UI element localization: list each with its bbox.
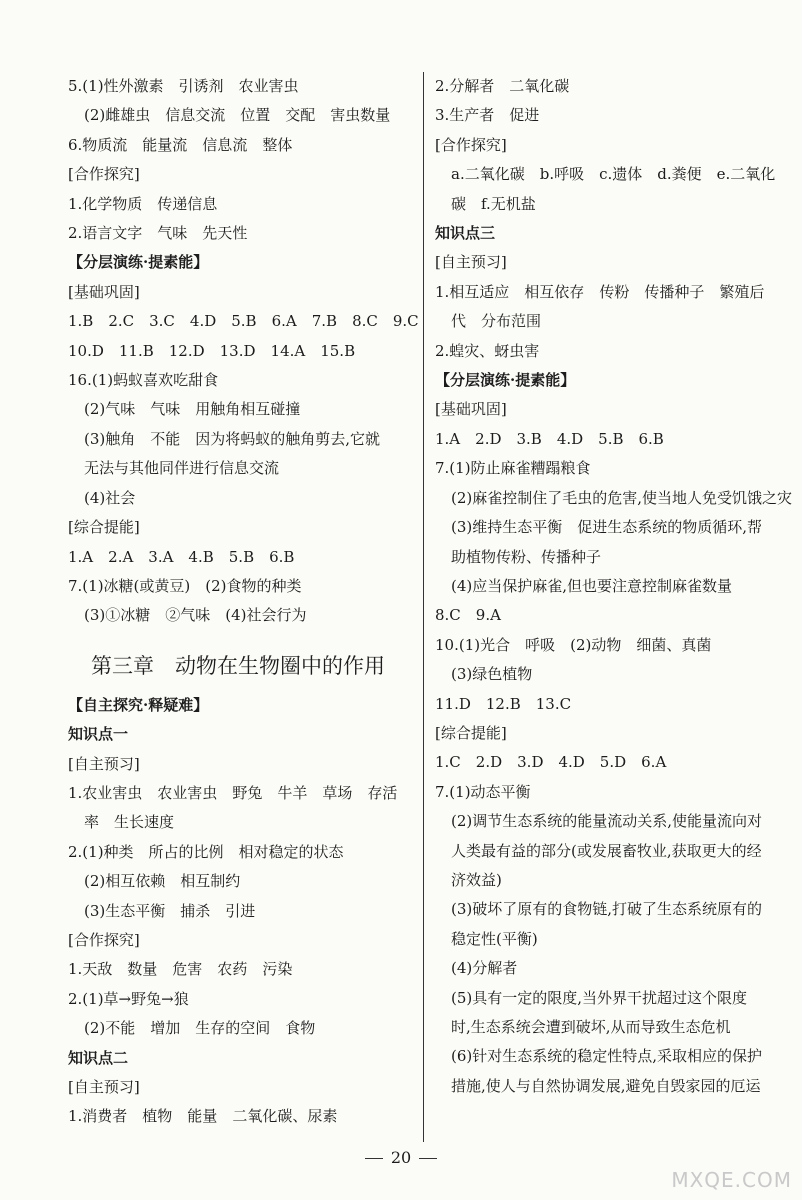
answer-line: 代 分布范围 <box>451 312 542 331</box>
section-heading: [自主预习] <box>435 253 507 272</box>
bold-heading: 【自主探究·释疑难】 <box>68 695 209 714</box>
answer-line: 1.A 2.A 3.A 4.B 5.B 6.B <box>68 547 295 566</box>
bold-heading: 知识点一 <box>68 725 129 744</box>
answer-line: 率 生长速度 <box>84 813 175 832</box>
answer-line: 1.农业害虫 农业害虫 野兔 牛羊 草场 存活 <box>68 783 398 802</box>
page-footer <box>0 1148 802 1167</box>
bold-heading: 【分层演练·提素能】 <box>435 371 576 390</box>
answer-line: 1.天敌 数量 危害 农药 污染 <box>68 960 293 979</box>
answer-line: 3.生产者 促进 <box>435 106 540 125</box>
answer-line: (2)调节生态系统的能量流动关系,使能量流向对 <box>451 812 763 831</box>
section-heading: [合作探究] <box>68 930 140 949</box>
answer-line: (5)具有一定的限度,当外界干扰超过这个限度 <box>451 988 748 1007</box>
left-column <box>68 72 419 1132</box>
section-heading: [自主预习] <box>68 1078 140 1096</box>
answer-line: (2)雌雄虫 信息交流 位置 交配 害虫数量 <box>84 106 391 125</box>
section-heading: [自主预习] <box>68 754 140 773</box>
answer-line: (2)气味 气味 用触角相互碰撞 <box>84 400 301 419</box>
answer-line: 7.(1)冰糖(或黄豆) (2)食物的种类 <box>68 576 302 595</box>
answer-line: a.二氧化碳 b.呼吸 c.遗体 d.粪便 e.二氧化 <box>451 165 776 184</box>
answer-line: 措施,使人与自然协调发展,避免自毁家园的厄运 <box>451 1076 761 1095</box>
answer-line: (3)破坏了原有的食物链,打破了生态系统原有的 <box>451 900 763 919</box>
answer-line: 无法与其他同伴进行信息交流 <box>84 459 280 478</box>
right-column <box>435 72 795 1101</box>
answer-line: 助植物传粉、传播种子 <box>451 547 602 566</box>
answer-line: 人类最有益的部分(或发展畜牧业,获取更大的经 <box>451 841 762 860</box>
answer-line: (4)应当保护麻雀,但也要注意控制麻雀数量 <box>451 576 733 595</box>
chapter-title: 第三章 动物在生物圈中的作用 <box>91 653 385 678</box>
answer-line: 7.(1)防止麻雀糟蹋粮食 <box>435 459 591 478</box>
answer-line: (4)社会 <box>84 488 136 507</box>
answer-line: (3)触角 不能 因为将蚂蚁的触角剪去,它就 <box>84 429 381 448</box>
answer-line: 6.物质流 能量流 信息流 整体 <box>68 135 293 154</box>
answer-line: (3)维持生态平衡 促进生态系统的物质循环,帮 <box>451 518 763 537</box>
answer-line: 1.A 2.D 3.B 4.D 5.B 6.B <box>435 429 664 448</box>
answer-line: 稳定性(平衡) <box>451 929 538 948</box>
answer-line: (2)不能 增加 生存的空间 食物 <box>84 1019 316 1038</box>
answer-line: 7.(1)动态平衡 <box>435 782 531 801</box>
page-number: 20 <box>390 1148 412 1167</box>
answer-line: 济效益) <box>451 870 502 889</box>
answer-line: (2)麻雀控制住了毛虫的危害,使当地人免受饥饿之灾 <box>451 488 793 507</box>
section-heading: [综合提能] <box>435 723 507 742</box>
section-heading: [基础巩固] <box>68 282 140 301</box>
answer-line: 1.消费者 植物 能量 二氧化碳、尿素 <box>68 1107 338 1126</box>
answer-line: 11.D 12.B 13.C <box>435 694 572 713</box>
bold-heading: 【分层演练·提素能】 <box>68 253 209 272</box>
section-heading: [基础巩固] <box>435 400 507 419</box>
answer-line: 8.C 9.A <box>435 606 501 625</box>
answer-line: 2.(1)种类 所占的比例 相对稳定的状态 <box>68 842 344 861</box>
bold-heading: 知识点三 <box>435 224 496 243</box>
answer-line: (4)分解者 <box>451 959 518 978</box>
answer-line: 10.(1)光合 呼吸 (2)动物 细菌、真菌 <box>435 635 712 654</box>
answer-line: 2.(1)草→野兔→狼 <box>68 989 189 1008</box>
answer-line: 时,生态系统会遭到破坏,从而导致生态危机 <box>451 1018 731 1036</box>
answer-line: 2.语言文字 气味 先天性 <box>68 224 248 243</box>
bold-heading: 知识点二 <box>68 1048 129 1067</box>
answer-line: 10.D 11.B 12.D 13.D 14.A 15.B <box>68 341 356 360</box>
answer-line: 1.相互适应 相互依存 传粉 传播种子 繁殖后 <box>435 282 765 301</box>
answer-line: 2.分解者 二氧化碳 <box>435 77 570 95</box>
section-heading: [合作探究] <box>68 165 140 184</box>
answer-line: 5.(1)性外激素 引诱剂 农业害虫 <box>68 77 299 95</box>
section-heading: [合作探究] <box>435 135 507 154</box>
answer-line: (3)生态平衡 捕杀 引进 <box>84 901 256 920</box>
section-heading: [综合提能] <box>68 518 140 537</box>
answer-line: 16.(1)蚂蚁喜欢吃甜食 <box>68 371 219 390</box>
answer-line: 1.B 2.C 3.C 4.D 5.B 6.A 7.B 8.C 9.C <box>68 312 419 331</box>
answer-line: 碳 f.无机盐 <box>451 194 536 213</box>
answer-line: (3)①冰糖 ②气味 (4)社会行为 <box>84 606 307 625</box>
answer-line: (3)绿色植物 <box>451 665 533 684</box>
answer-line: 1.化学物质 传递信息 <box>68 194 218 213</box>
answer-line: 2.蝗灾、蚜虫害 <box>435 341 540 360</box>
watermark-text: MXQE.COM <box>671 1168 792 1192</box>
answer-line: 1.C 2.D 3.D 4.D 5.D 6.A <box>435 753 667 772</box>
answer-line: (2)相互依赖 相互制约 <box>84 872 241 891</box>
column-divider <box>423 72 424 1142</box>
answer-line: (6)针对生态系统的稳定性特点,采取相应的保护 <box>451 1047 763 1066</box>
